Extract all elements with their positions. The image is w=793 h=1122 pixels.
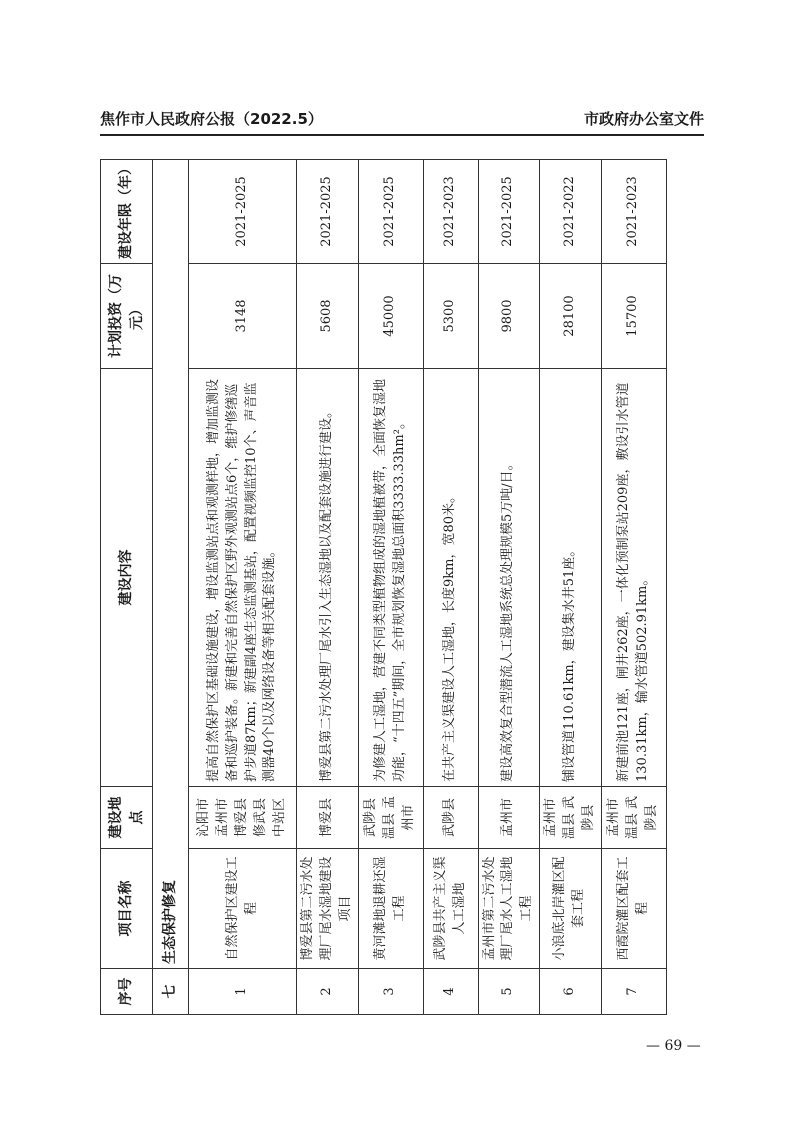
row-number: 5: [478, 969, 540, 1015]
project-investment: 15700: [601, 264, 666, 369]
project-table: [100, 159, 667, 1015]
column-header: 建设地点: [101, 787, 153, 849]
project-investment: 9800: [478, 264, 540, 369]
project-content: 为修建人工湿地，营建不同类型植物组成的湿地植被带，全面恢复湿地功能，“十四五”期间，全市规划恢复湿地总面积3333.33hm²。: [358, 369, 423, 787]
row-number: 6: [540, 969, 602, 1015]
project-content: 提高自然保护区基础设施建设，增设监测站点和观测样地，增加监测设备和巡护装备。新建和完善自然保护区野外观测站点6个，维护修缮巡护步道87km；新建副4座生态监测基站，配置视频监控10个、声音监测器40个以及网络设备等相关配套设施。: [189, 369, 297, 787]
row-number: 4: [423, 969, 478, 1015]
project-location: 武陟县: [423, 787, 478, 849]
page-number: — 69 —: [646, 1038, 701, 1054]
bulletin-title: 焦作市人民政府公报（2022.5）: [100, 110, 323, 128]
column-header: 建设内容: [101, 369, 153, 787]
project-location: 孟州市 温县 武陟县: [540, 787, 602, 849]
project-years: 2021-2025: [478, 160, 540, 264]
project-years: 2021-2025: [358, 160, 423, 264]
project-years: 2021-2023: [423, 160, 478, 264]
project-investment: 5300: [423, 264, 478, 369]
column-header: 项目名称: [101, 849, 153, 969]
project-content: 铺设管道110.61km，建设集水井51座。: [540, 369, 602, 787]
table-row: [423, 160, 478, 1015]
project-content: 博爱县第二污水处理厂尾水引入生态湿地以及配套设施进行建设。: [297, 369, 359, 787]
project-years: 2021-2025: [189, 160, 297, 264]
document-source: 市政府办公室文件: [583, 110, 704, 128]
header-divider: [100, 134, 704, 136]
project-location: 沁阳市 孟州市 博爱县 修武县 中站区: [189, 787, 297, 849]
project-table-container: [100, 160, 660, 1015]
project-name: 博爱县第二污水处理厂尾水湿地建设项目: [297, 849, 359, 969]
project-location: 孟州市 温县 武陟县: [601, 787, 666, 849]
table-header-row: [101, 160, 153, 1015]
project-location: 孟州市: [478, 787, 540, 849]
section-number: 七: [153, 969, 189, 1015]
page-header: [100, 108, 704, 130]
project-location: 武陟县 温县 孟州市: [358, 787, 423, 849]
table-row: [601, 160, 666, 1015]
table-row: [297, 160, 359, 1015]
project-name: 武陟县共产主义渠人工湿地: [423, 849, 478, 969]
row-number: 1: [189, 969, 297, 1015]
project-name: 黄河滩地退耕还湿工程: [358, 849, 423, 969]
project-name: 西霞院灌区配套工程: [601, 849, 666, 969]
section-title: 生态保护修复: [153, 160, 189, 969]
row-number: 3: [358, 969, 423, 1015]
column-header: 建设年限（年）: [101, 160, 153, 264]
table-row: [358, 160, 423, 1015]
project-content: 在共产主义渠建设人工湿地，长度9km，宽80米。: [423, 369, 478, 787]
project-location: 博爱县: [297, 787, 359, 849]
project-investment: 45000: [358, 264, 423, 369]
project-years: 2021-2022: [540, 160, 602, 264]
table-row: [189, 160, 297, 1015]
table-row: [478, 160, 540, 1015]
row-number: 2: [297, 969, 359, 1015]
project-name: 小浪底北岸灌区配套工程: [540, 849, 602, 969]
row-number: 7: [601, 969, 666, 1015]
project-name: 孟州市第二污水处理厂尾水人工湿地工程: [478, 849, 540, 969]
project-investment: 28100: [540, 264, 602, 369]
project-investment: 5608: [297, 264, 359, 369]
project-name: 自然保护区建设工程: [189, 849, 297, 969]
column-header: 计划投资（万元）: [101, 264, 153, 369]
rotated-table-frame: [100, 160, 660, 1015]
project-investment: 3148: [189, 264, 297, 369]
section-row: [153, 160, 189, 1015]
table-row: [540, 160, 602, 1015]
project-content: 新建前池121座，闸井262座，一体化预制泵站209座，敷设引水管道130.31km，输水管道502.91km。: [601, 369, 666, 787]
column-header: 序号: [101, 969, 153, 1015]
project-years: 2021-2025: [297, 160, 359, 264]
project-content: 建设高效复合型潜流人工湿地系统总处理规模5万吨/日。: [478, 369, 540, 787]
project-years: 2021-2023: [601, 160, 666, 264]
